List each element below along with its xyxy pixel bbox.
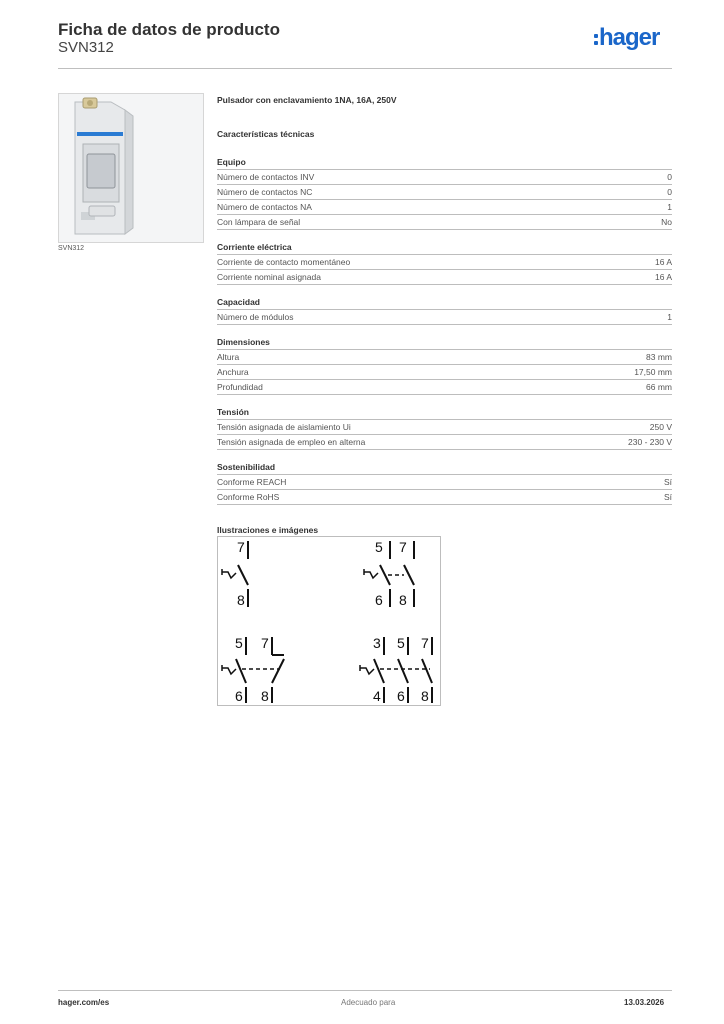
section-title: Equipo bbox=[217, 157, 672, 170]
product-reference: SVN312 bbox=[58, 39, 114, 56]
table-row: Altura 83 mm bbox=[217, 350, 672, 365]
section-corriente bbox=[217, 242, 672, 285]
table-row: Conforme RoHS Sí bbox=[217, 490, 672, 505]
section-title: Capacidad bbox=[217, 297, 672, 310]
footer-divider bbox=[58, 990, 672, 991]
table-row: Número de contactos NC 0 bbox=[217, 185, 672, 200]
logo-text: hager bbox=[599, 24, 660, 51]
section-title: Dimensiones bbox=[217, 337, 672, 350]
illustrations-title: Ilustraciones e imágenes bbox=[217, 525, 319, 535]
section-title: Tensión bbox=[217, 407, 672, 420]
section-dimensiones bbox=[217, 337, 672, 395]
wiring-diagrams bbox=[217, 536, 441, 706]
table-row: Corriente nominal asignada 16 A bbox=[217, 270, 672, 285]
terminal-label: 6 bbox=[375, 592, 383, 608]
logo-dots-icon bbox=[594, 34, 598, 45]
terminal-label: 7 bbox=[237, 539, 245, 555]
terminal-label: 7 bbox=[421, 635, 429, 651]
characteristics-panel bbox=[217, 95, 672, 535]
terminal-label: 8 bbox=[261, 688, 269, 704]
table-row: Corriente de contacto momentáneo 16 A bbox=[217, 255, 672, 270]
terminal-label: 7 bbox=[261, 635, 269, 651]
product-image bbox=[58, 93, 204, 243]
table-row: Con lámpara de señal No bbox=[217, 215, 672, 230]
terminal-label: 6 bbox=[235, 688, 243, 704]
characteristics-title: Características técnicas bbox=[217, 129, 315, 139]
terminal-label: 6 bbox=[397, 688, 405, 704]
hager-logo[interactable] bbox=[594, 26, 659, 50]
terminal-label: 3 bbox=[373, 635, 381, 651]
table-row: Profundidad 66 mm bbox=[217, 380, 672, 395]
terminal-label: 5 bbox=[235, 635, 243, 651]
section-equipo bbox=[217, 157, 672, 230]
section-capacidad bbox=[217, 297, 672, 325]
footer-date: 13.03.2026 bbox=[624, 998, 665, 1007]
table-row: Número de módulos 1 bbox=[217, 310, 672, 325]
section-title: Corriente eléctrica bbox=[217, 242, 672, 255]
terminal-label: 8 bbox=[421, 688, 429, 704]
page-title: Ficha de datos de producto bbox=[58, 20, 280, 39]
terminal-label: 8 bbox=[237, 592, 245, 608]
terminal-label: 8 bbox=[399, 592, 407, 608]
terminal-label: 5 bbox=[375, 539, 383, 555]
product-image-caption: SVN312 bbox=[58, 245, 85, 252]
product-description: Pulsador con enclavamiento 1NA, 16A, 250V bbox=[217, 95, 397, 105]
section-sostenibilidad bbox=[217, 462, 672, 505]
table-row: Conforme REACH Sí bbox=[217, 475, 672, 490]
section-tension bbox=[217, 407, 672, 450]
table-row: Número de contactos NA 1 bbox=[217, 200, 672, 215]
table-row: Tensión asignada de aislamiento Ui 250 V bbox=[217, 420, 672, 435]
footer-website-link[interactable]: hager.com/es bbox=[58, 998, 110, 1007]
section-title: Sostenibilidad bbox=[217, 462, 672, 475]
header-divider bbox=[58, 68, 672, 69]
terminal-label: 4 bbox=[373, 688, 381, 704]
terminal-label: 5 bbox=[397, 635, 405, 651]
table-row: Anchura 17,50 mm bbox=[217, 365, 672, 380]
table-row: Número de contactos INV 0 bbox=[217, 170, 672, 185]
footer-suitable-for: Adecuado para bbox=[341, 998, 396, 1007]
terminal-label: 7 bbox=[399, 539, 407, 555]
table-row: Tensión asignada de empleo en alterna 230 - 230 V bbox=[217, 435, 672, 450]
